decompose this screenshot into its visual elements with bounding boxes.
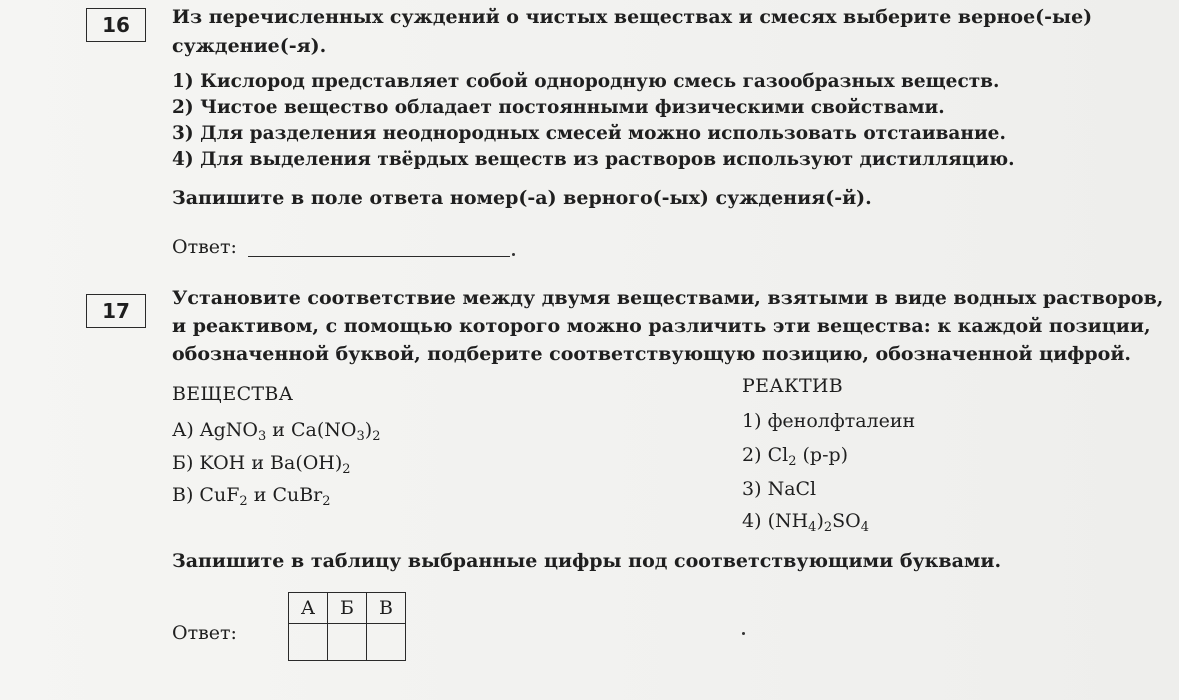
q16-instruction: Запишите в поле ответа номер(-а) верного(-ых) суждения(-й). <box>172 187 872 209</box>
q17-prompt-line2: и реактивом, с помощью которого можно различить эти вещества: к каждой позиции, <box>172 315 1151 337</box>
reagent-2: 2) $Cl_2$ (р-р) <box>742 444 849 469</box>
q16-prompt-line1: Из перечисленных суждений о чистых веществах и смесях выберите верное(-ые) <box>172 6 1093 28</box>
answer-period <box>512 253 515 256</box>
q17-answer-label: Ответ: <box>172 622 237 644</box>
reagent-1: 1) фенолфталеин <box>742 410 916 432</box>
table-cell-b[interactable] <box>328 624 367 661</box>
q16-answer-label: Ответ: <box>172 236 237 258</box>
table-cell-a[interactable] <box>289 624 328 661</box>
q17-prompt-line1: Установите соответствие между двумя веществами, взятыми в виде водных растворов, <box>172 287 1164 309</box>
reagent-3: 3) NaCl <box>742 478 817 500</box>
table-header-a: А <box>289 593 328 624</box>
question-number-16: 16 <box>86 8 146 42</box>
table-cell-c[interactable] <box>367 624 406 661</box>
q16-option-4: 4) Для выделения твёрдых веществ из растворов используют дистилляцию. <box>172 149 1015 170</box>
substance-c: В) CuF$_2$ и CuBr$_2$ <box>172 484 331 509</box>
substance-a: А) AgNO$_3$ и $Ca(NO_3)_2$ <box>172 419 381 444</box>
q16-answer-field[interactable] <box>248 256 510 257</box>
reagent-4: 4) $(NH_4)_2SO_4$ <box>742 510 870 535</box>
q16-option-1: 1) Кислород представляет собой однородную смесь газообразных веществ. <box>172 71 1000 92</box>
table-header-b: Б <box>328 593 367 624</box>
question-number-17: 17 <box>86 294 146 328</box>
q16-prompt-line2: суждение(-я). <box>172 35 327 57</box>
q16-option-3: 3) Для разделения неоднородных смесей можно использовать отстаивание. <box>172 123 1006 144</box>
substances-header: ВЕЩЕСТВА <box>172 383 294 405</box>
table-header-c: В <box>367 593 406 624</box>
q17-instruction: Запишите в таблицу выбранные цифры под соответствующими буквами. <box>172 550 1002 572</box>
q16-option-2: 2) Чистое вещество обладает постоянными физическими свойствами. <box>172 97 945 118</box>
stray-mark <box>742 632 745 635</box>
reagents-header: РЕАКТИВ <box>742 375 844 397</box>
substance-b: Б) KOH и $Ba(OH)_2$ <box>172 452 351 477</box>
q17-answer-table <box>288 592 406 661</box>
q17-prompt-line3: обозначенной буквой, подберите соответствующую позицию, обозначенной цифрой. <box>172 343 1132 365</box>
